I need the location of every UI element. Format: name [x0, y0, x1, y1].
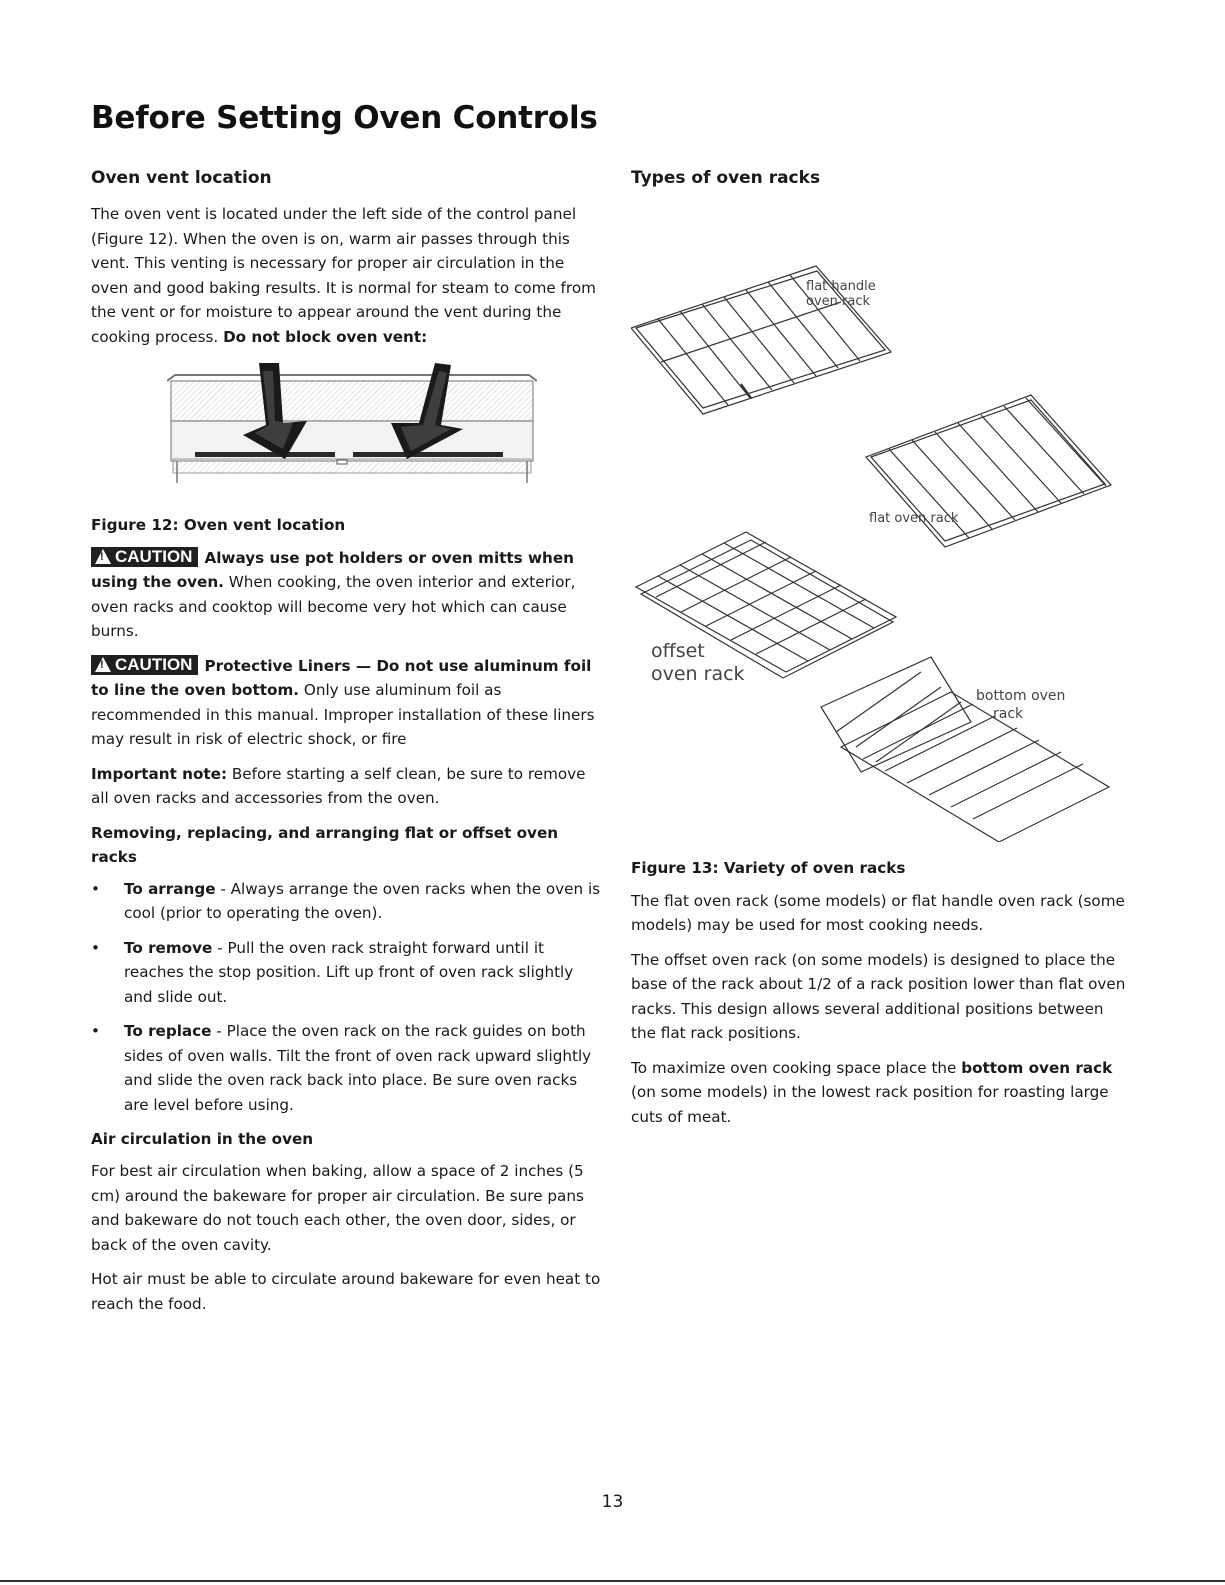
caution-2: !CAUTION Protective Liners — Do not use aluminum foil to line the oven bottom. Only use aluminum foil as recommended in this manual. Improper installation of these liners may result in risk of electric shock, or fire	[91, 654, 601, 752]
air-heading: Air circulation in the oven	[91, 1130, 314, 1148]
rack-paragraph-1: The flat oven rack (some models) or flat handle oven rack (some models) may be used for most cooking needs.	[631, 891, 1125, 934]
warning-triangle-icon	[95, 657, 111, 672]
figure-13-caption: Figure 13: Variety of oven racks	[631, 859, 906, 877]
vent-warning: Do not block oven vent:	[223, 327, 428, 346]
rack-instructions-list	[91, 877, 601, 1118]
types-heading: Types of oven racks	[631, 168, 821, 188]
bottom-rack-drawing	[821, 657, 1109, 842]
page-title: Before Setting Oven Controls	[91, 100, 598, 136]
label-flat-handle-2: oven rack	[806, 294, 871, 309]
label-bottom-2: rack	[993, 706, 1024, 722]
label-offset-2: oven rack	[651, 663, 745, 685]
figure-12-caption: Figure 12: Oven vent location	[91, 516, 346, 534]
important-note: Important note: Before starting a self clean, be sure to remove all oven racks and accessories from the oven.	[91, 764, 586, 807]
label-flat-handle-1: flat handle	[806, 279, 876, 294]
rack-paragraph-2: The offset oven rack (on some models) is designed to place the base of the rack about 1/2 of a rack position lower than flat oven racks. This design allows several additional positions between the flat rack positions.	[631, 950, 1126, 1042]
label-flat: flat oven rack	[869, 511, 959, 526]
rack-paragraph-3: To maximize oven cooking space place the bottom oven rack (on some models) in the lowest rack position for roasting large cuts of meat.	[631, 1058, 1113, 1126]
racks-heading: Removing, replacing, and arranging flat or offset oven racks	[91, 823, 559, 866]
label-bottom-1: bottom oven	[976, 688, 1066, 704]
oven-vent-illustration	[167, 363, 537, 493]
list-item: • To remove - Pull the oven rack straight forward until it reaches the stop position. Lift up front of oven rack slightly and slide out.	[91, 936, 601, 1010]
air-paragraph-1: For best air circulation when baking, allow a space of 2 inches (5 cm) around the bakeware for proper air circulation. Be sure pans and bakeware do not touch each other, the oven door, sides, or back of the oven cavity.	[91, 1162, 584, 1254]
label-offset-1: offset	[651, 640, 705, 662]
warning-triangle-icon	[95, 549, 111, 564]
page-number: 13	[601, 1492, 624, 1512]
caution-1: !CAUTION Always use pot holders or oven mitts when using the oven. When cooking, the oven interior and exterior, oven racks and cooktop will become very hot which can cause burns.	[91, 546, 601, 644]
list-item: • To arrange - Always arrange the oven racks when the oven is cool (prior to operating the oven).	[91, 877, 601, 926]
caution-badge: !CAUTION	[91, 655, 198, 675]
air-paragraph-2: Hot air must be able to circulate around bakeware for even heat to reach the food.	[91, 1270, 601, 1313]
vent-heading: Oven vent location	[91, 168, 272, 188]
right-column	[631, 166, 1131, 1139]
bottom-divider	[0, 1580, 1225, 1582]
oven-racks-illustration	[631, 202, 1121, 842]
list-item: • To replace - Place the oven rack on the rack guides on both sides of oven walls. Tilt the front of oven rack upward slightly and slide the oven rack back into place. Be sure oven racks are level before using.	[91, 1019, 601, 1117]
left-column	[91, 166, 601, 1326]
vent-paragraph: The oven vent is located under the left side of the control panel (Figure 12). When the oven is on, warm air passes through this vent. This venting is necessary for proper air circulation in the oven and good baking results. It is normal for steam to come from the vent or for moisture to appear around the vent during the cooking process. Do not block oven vent:	[91, 205, 596, 346]
caution-badge: !CAUTION	[91, 547, 198, 567]
